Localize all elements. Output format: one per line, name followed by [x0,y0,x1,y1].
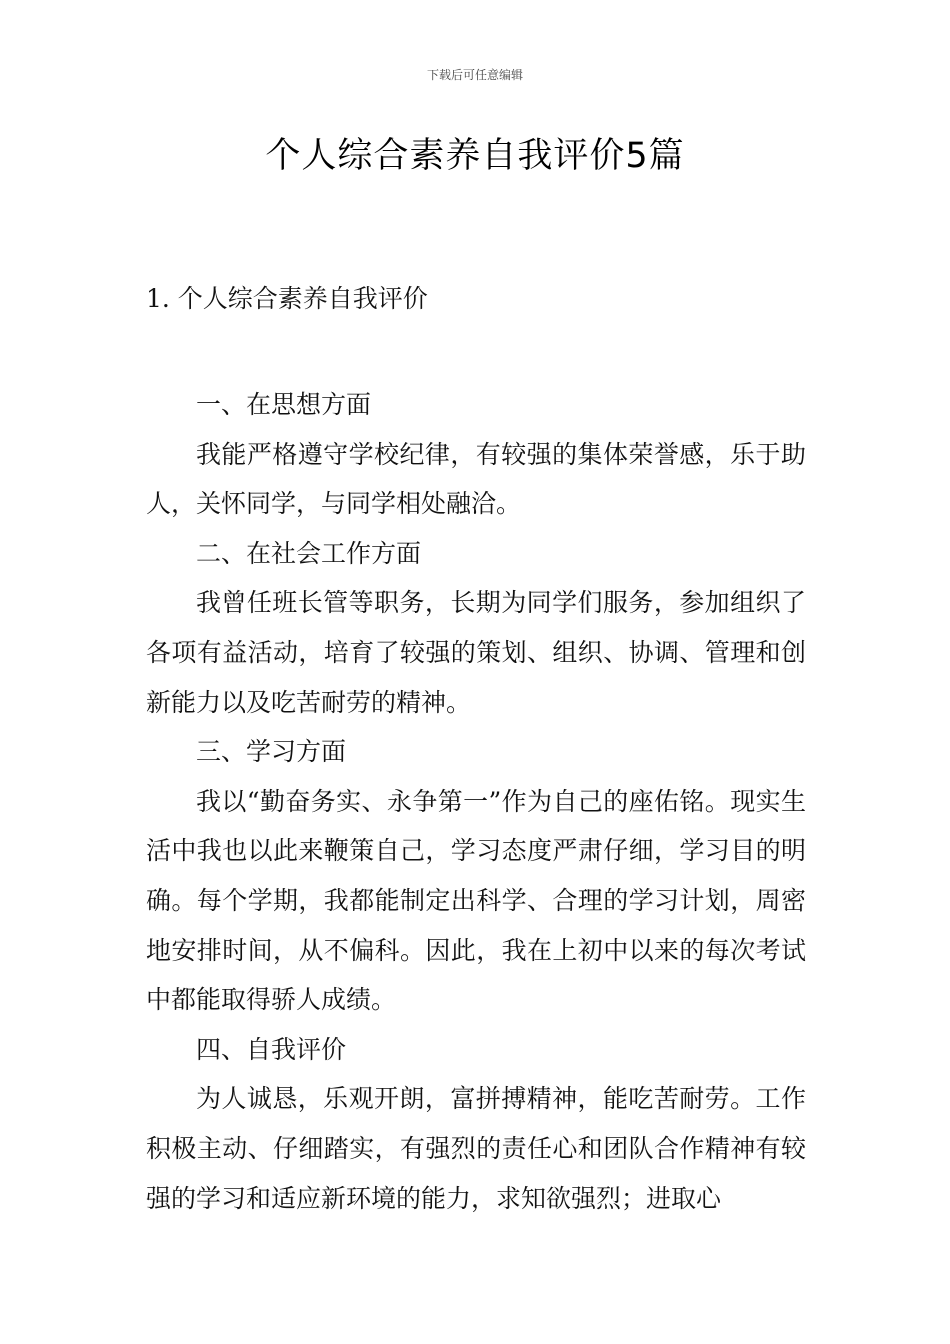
paragraph-self-evaluation: 为人诚恳，乐观开朗，富拼搏精神，能吃苦耐劳。工作积极主动、仔细踏实，有强烈的责任心和团队合作精神有较强的学习和适应新环境的能力，求知欲强烈；进取心 [146,1084,806,1213]
section-heading: 1. 个人综合素养自我评价 [146,284,428,313]
paragraph-study: 我以“勤奋务实、永争第一”作为自己的座佑铭。现实生活中我也以此来鞭策自己，学习态度严肃仔细，学习目的明确。每个学期，我都能制定出科学、合理的学习计划，周密地安排时间，从不偏科。因此，我在上初中以来的每次考试中都能取得骄人成绩。 [146,786,806,1015]
document-title: 个人综合素养自我评价5篇 [265,136,685,176]
paragraph-social-work: 我曾任班长管等职务，长期为同学们服务，参加组织了各项有益活动，培育了较强的策划、组织、协调、管理和创新能力以及吃苦耐劳的精神。 [146,588,806,717]
header-note: 下载后可任意编辑 [426,68,523,82]
paragraph-thought: 我能严格遵守学校纪律，有较强的集体荣誉感，乐于助人，关怀同学，与同学相处融洽。 [146,439,806,519]
subheading-social-work: 二、在社会工作方面 [196,538,422,568]
subheading-thought: 一、在思想方面 [196,390,372,419]
document-body [146,380,806,1223]
subheading-study: 三、学习方面 [196,737,347,767]
subheading-self-evaluation: 四、自我评价 [196,1034,347,1064]
